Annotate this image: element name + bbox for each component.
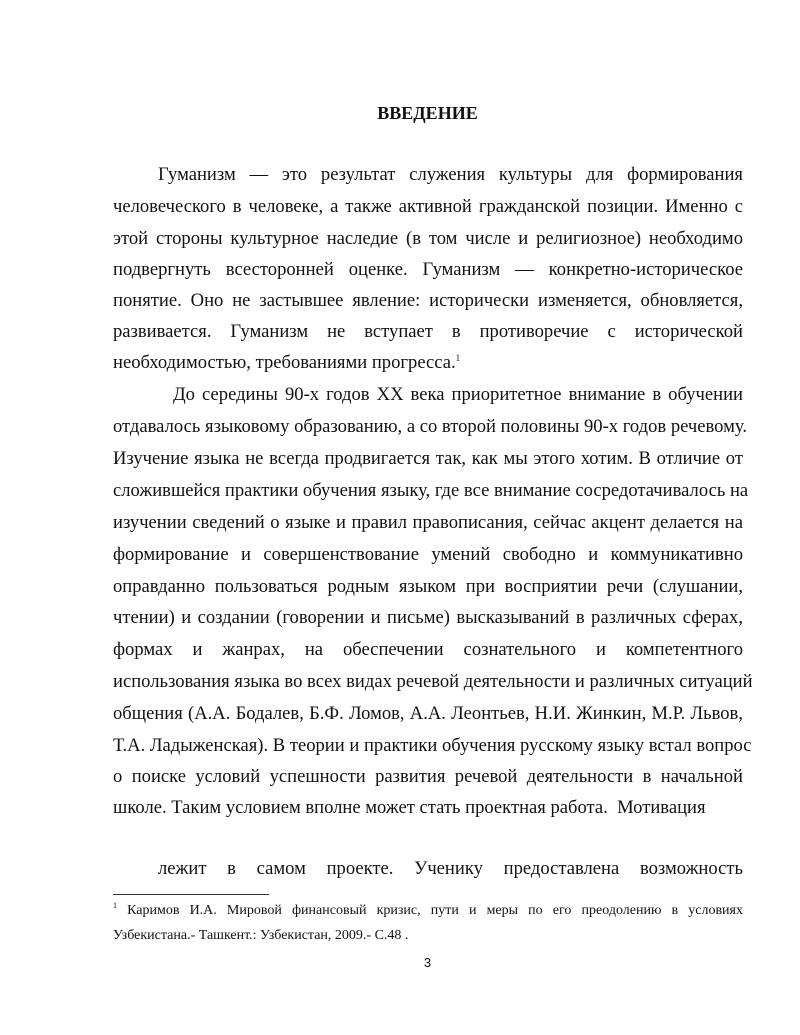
paragraph-3-line: лежит в самом проекте. Ученику предоставлена возможность [158, 858, 743, 879]
footnote-reference: 1 [455, 353, 461, 363]
paragraph-1-line-text: необходимостью, требованиями прогресса. [113, 352, 456, 373]
paragraph-1-line: человеческого в человеке, а также активной гражданской позиции. Именно с [113, 196, 743, 217]
paragraph-1-line: этой стороны культурное наследие (в том числе и религиозное) необходимо [113, 228, 743, 249]
paragraph-2-line: отдавалось языковому образованию, а со второй половины 90-х годов речевому. [113, 416, 747, 437]
paragraph-2-line: чтении) и создании (говорении и письме) высказываний в различных сферах, [113, 607, 743, 628]
page-number: 3 [423, 955, 432, 970]
footnote-line: Узбекистана.- Ташкент.: Узбекистан, 2009.- С.48 . [113, 928, 409, 943]
paragraph-2-line: формах и жанрах, на обеспечении сознательного и компетентного [113, 639, 743, 660]
page-title: ВВЕДЕНИЕ [377, 103, 478, 123]
paragraph-1-line: Гуманизм — это результат служения культуры для формирования [158, 164, 743, 185]
footnote-line [113, 902, 743, 920]
paragraph-2-line: изучении сведений о языке и правил правописания, сейчас акцент делается на [113, 512, 743, 533]
paragraph-1-line: понятие. Оно не застывшее явление: исторически изменяется, обновляется, [113, 290, 743, 311]
paragraph-2-line: использования языка во всех видах речевой деятельности и различных ситуаций [113, 671, 753, 692]
paragraph-2-line: общения (А.А. Бодалев, Б.Ф. Ломов, А.А. Леонтьев, Н.И. Жинкин, М.Р. Львов, [113, 703, 743, 724]
paragraph-2-line: Изучение языка не всегда продвигается так, как мы этого хотим. В отличие от [113, 448, 743, 469]
paragraph-2-line: о поиске условий успешности развития речевой деятельности в начальной [113, 766, 743, 787]
paragraph-1-line: подвергнуть всесторонней оценке. Гуманизм — конкретно-историческое [113, 259, 743, 280]
paragraph-2-line: сложившейся практики обучения языку, где все внимание сосредотачивалось на [113, 480, 749, 501]
paragraph-2-line: формирование и совершенствование умений свободно и коммуникативно [113, 544, 743, 565]
footnote-number: 1 [113, 901, 117, 910]
paragraph-2-line: До середины 90-х годов XX века приоритетное внимание в обучении [173, 384, 743, 405]
paragraph-2-line: школе. Таким условием вполне может стать проектная работа. Мотивация [113, 797, 706, 818]
paragraph-2-line: Т.А. Ладыженская). В теории и практики обучения русскому языку встал вопрос [113, 735, 752, 756]
footnote-separator [113, 894, 269, 895]
footnote-text: Каримов И.А. Мировой финансовый кризис, пути и меры по его преодолению в условиях [127, 903, 743, 918]
paragraph-1-last-line [113, 351, 743, 375]
paragraph-2-line: оправданно пользоваться родным языком при восприятии речи (слушании, [113, 576, 743, 597]
paragraph-1-line: развивается. Гуманизм не вступает в противоречие с исторической [113, 321, 743, 342]
